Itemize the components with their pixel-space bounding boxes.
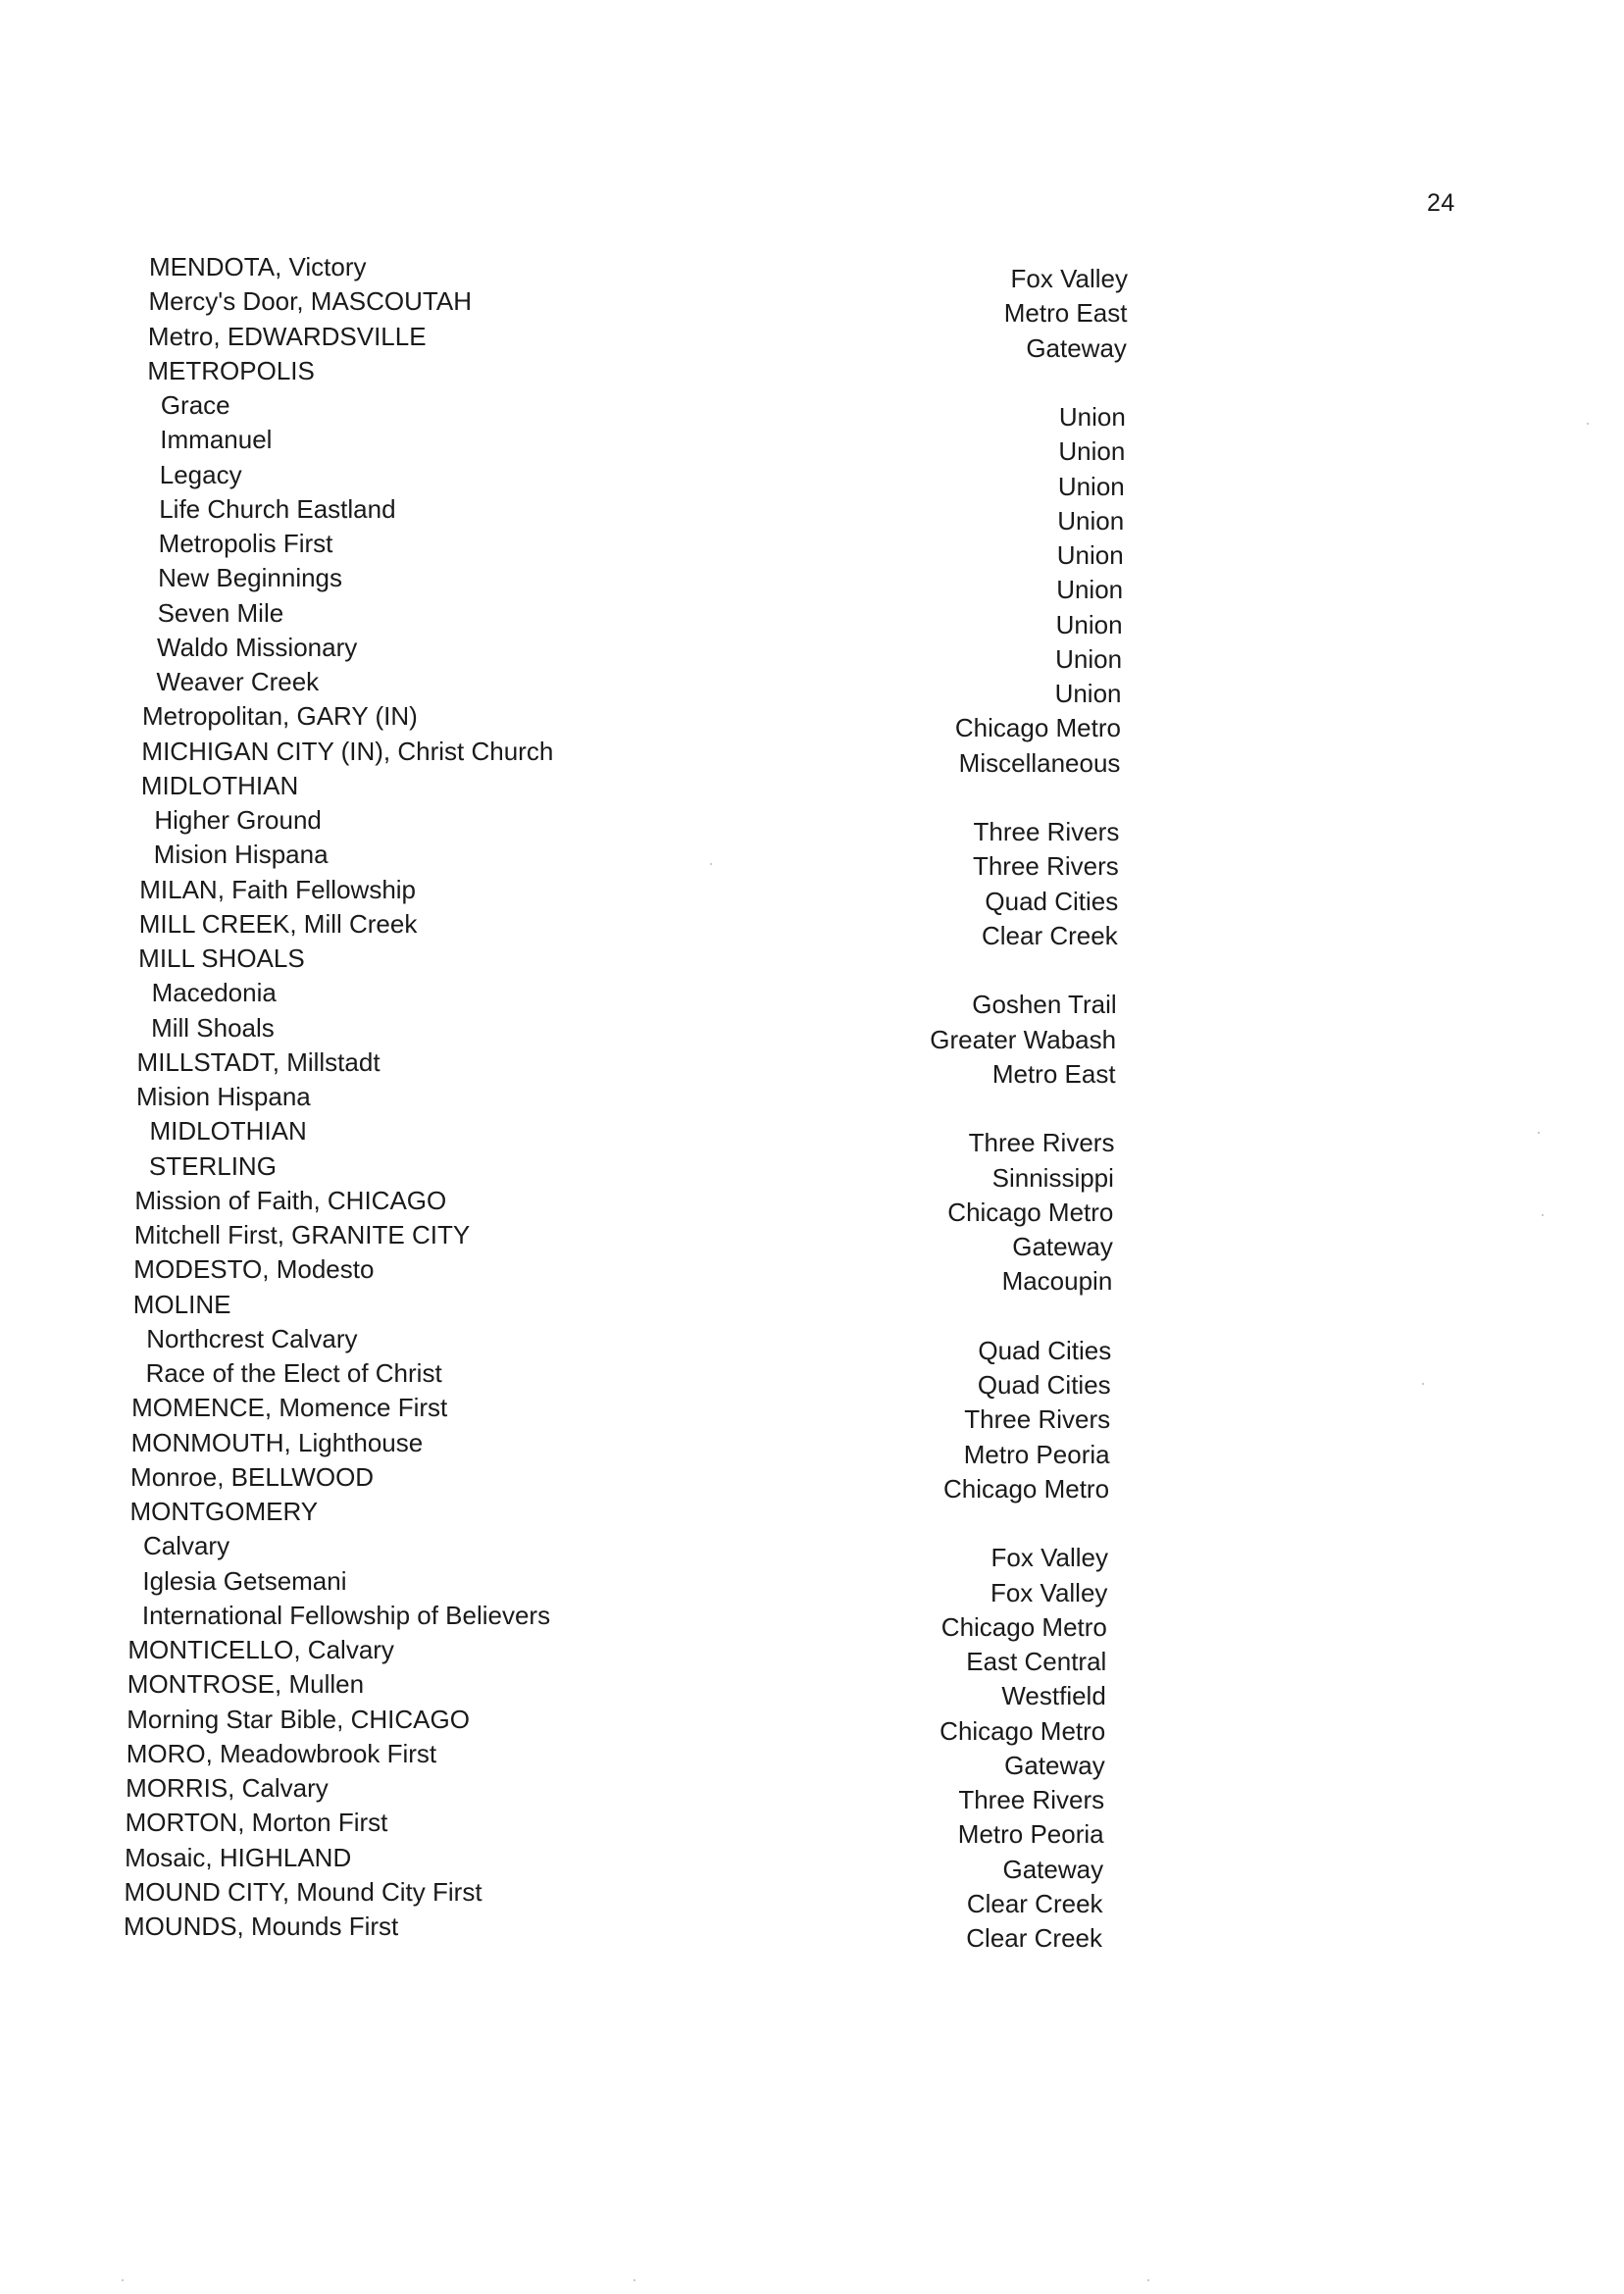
page-number: 24 bbox=[1427, 189, 1455, 217]
association-name: Union bbox=[1058, 402, 1126, 432]
association-name: Three Rivers bbox=[973, 817, 1120, 846]
association-name: Three Rivers bbox=[958, 1785, 1105, 1814]
church-name: METROPOLIS bbox=[147, 355, 315, 385]
association-name: East Central bbox=[966, 1647, 1107, 1676]
association-name: Chicago Metro bbox=[954, 713, 1121, 743]
association-name: Clear Creek bbox=[966, 1888, 1103, 1918]
association-name: Metro East bbox=[991, 1058, 1116, 1089]
association-name: Greater Wabash bbox=[930, 1024, 1117, 1054]
church-name: Legacy bbox=[159, 459, 242, 489]
church-name: Morning Star Bible, CHICAGO bbox=[127, 1704, 470, 1734]
association-name: Gateway bbox=[1004, 1750, 1105, 1780]
scan-speck bbox=[1147, 2279, 1149, 2281]
association-name: Gateway bbox=[1002, 1854, 1104, 1884]
association-name: Miscellaneous bbox=[958, 747, 1121, 778]
association-name: Metro Peoria bbox=[957, 1819, 1104, 1850]
association-name: Chicago Metro bbox=[942, 1473, 1110, 1504]
association-name: Fox Valley bbox=[1010, 264, 1128, 293]
association-name: Chicago Metro bbox=[947, 1197, 1114, 1227]
association-name: Union bbox=[1058, 436, 1126, 467]
church-name: MOLINE bbox=[132, 1289, 231, 1319]
church-name: MONTROSE, Mullen bbox=[127, 1669, 365, 1700]
association-name: Union bbox=[1056, 575, 1124, 605]
association-name: Union bbox=[1054, 679, 1122, 708]
church-name: MOUND CITY, Mound City First bbox=[124, 1876, 482, 1907]
association-name: Three Rivers bbox=[968, 1128, 1115, 1158]
church-name: MILLSTADT, Millstadt bbox=[136, 1046, 381, 1077]
church-name: MONTICELLO, Calvary bbox=[127, 1635, 394, 1664]
church-name: MENDOTA, Victory bbox=[149, 252, 367, 281]
association-name: Union bbox=[1056, 540, 1124, 570]
church-name: Mision Hispana bbox=[153, 840, 329, 870]
church-name: Metro, EDWARDSVILLE bbox=[147, 321, 427, 351]
church-name: Metropolis First bbox=[158, 529, 333, 558]
scan-speck bbox=[710, 863, 712, 865]
church-name: Northcrest Calvary bbox=[146, 1323, 358, 1353]
church-name: Mission of Faith, CHICAGO bbox=[134, 1185, 447, 1215]
scan-speck bbox=[1542, 1214, 1544, 1216]
church-name: MODESTO, Modesto bbox=[133, 1254, 375, 1285]
association-name: Sinnissippi bbox=[991, 1162, 1114, 1193]
church-name: MONMOUTH, Lighthouse bbox=[130, 1427, 424, 1457]
church-name: Grace bbox=[160, 390, 230, 420]
church-name: MILAN, Faith Fellowship bbox=[139, 874, 417, 904]
church-name: Iglesia Getsemani bbox=[142, 1565, 347, 1596]
scan-speck bbox=[122, 2279, 124, 2281]
church-name: Higher Ground bbox=[154, 805, 322, 835]
association-name: Clear Creek bbox=[966, 1923, 1102, 1953]
church-name: Waldo Missionary bbox=[157, 632, 358, 662]
church-name: Immanuel bbox=[160, 425, 273, 455]
church-name: Metropolitan, GARY (IN) bbox=[141, 701, 418, 732]
association-name: Fox Valley bbox=[990, 1543, 1108, 1573]
church-name: Mercy's Door, MASCOUTAH bbox=[148, 286, 472, 317]
church-name: MOMENCE, Momence First bbox=[131, 1393, 448, 1423]
association-name: Macoupin bbox=[1001, 1266, 1113, 1297]
church-name: Mill Shoals bbox=[151, 1012, 275, 1043]
association-name: Clear Creek bbox=[982, 920, 1118, 950]
church-name: Seven Mile bbox=[157, 597, 284, 628]
association-name: Union bbox=[1055, 643, 1123, 674]
scan-speck bbox=[1422, 1383, 1424, 1385]
church-name: MONTGOMERY bbox=[129, 1497, 319, 1526]
association-name: Goshen Trail bbox=[972, 990, 1117, 1020]
scan-speck bbox=[1538, 1132, 1540, 1134]
church-name: Race of the Elect of Christ bbox=[145, 1358, 442, 1388]
church-name: Mitchell First, GRANITE CITY bbox=[133, 1220, 471, 1249]
association-name: Quad Cities bbox=[977, 1370, 1111, 1400]
association-name: Metro Peoria bbox=[963, 1439, 1110, 1469]
association-name: Union bbox=[1055, 609, 1123, 639]
association-name: Three Rivers bbox=[972, 851, 1119, 882]
church-name: MIDLOTHIAN bbox=[140, 770, 299, 800]
association-name: Union bbox=[1057, 471, 1125, 501]
association-name: Union bbox=[1057, 505, 1125, 535]
church-name: International Fellowship of Believers bbox=[141, 1600, 551, 1630]
church-name: MICHIGAN CITY (IN), Christ Church bbox=[141, 736, 554, 766]
church-name: New Beginnings bbox=[158, 563, 343, 593]
church-name: STERLING bbox=[148, 1150, 277, 1181]
church-name: Macedonia bbox=[151, 978, 277, 1008]
church-name: MORO, Meadowbrook First bbox=[126, 1738, 437, 1768]
church-name: Mision Hispana bbox=[136, 1082, 311, 1111]
church-name: MIDLOTHIAN bbox=[149, 1116, 307, 1147]
association-name: Gateway bbox=[1026, 332, 1127, 363]
church-name: Life Church Eastland bbox=[159, 493, 396, 524]
association-name: Westfield bbox=[1001, 1681, 1106, 1711]
church-name: MORTON, Morton First bbox=[125, 1808, 388, 1838]
association-name: Fox Valley bbox=[990, 1577, 1108, 1607]
church-name: Calvary bbox=[142, 1531, 230, 1561]
church-name: MORRIS, Calvary bbox=[126, 1773, 329, 1803]
church-name: MILL SHOALS bbox=[138, 943, 305, 973]
association-name: Chicago Metro bbox=[940, 1611, 1107, 1642]
association-name: Metro East bbox=[1003, 298, 1128, 329]
church-name: Mosaic, HIGHLAND bbox=[125, 1842, 352, 1872]
church-name: MOUNDS, Mounds First bbox=[124, 1912, 399, 1941]
church-name: MILL CREEK, Mill Creek bbox=[138, 908, 418, 939]
association-name: Quad Cities bbox=[985, 886, 1119, 916]
church-name: Monroe, BELLWOOD bbox=[130, 1461, 375, 1492]
scan-speck bbox=[1587, 423, 1589, 425]
association-name: Quad Cities bbox=[978, 1335, 1112, 1365]
church-name: Weaver Creek bbox=[156, 667, 320, 696]
scan-speck bbox=[634, 2279, 635, 2281]
association-name: Three Rivers bbox=[964, 1404, 1111, 1435]
association-name: Gateway bbox=[1012, 1232, 1113, 1261]
association-name: Chicago Metro bbox=[939, 1715, 1106, 1746]
